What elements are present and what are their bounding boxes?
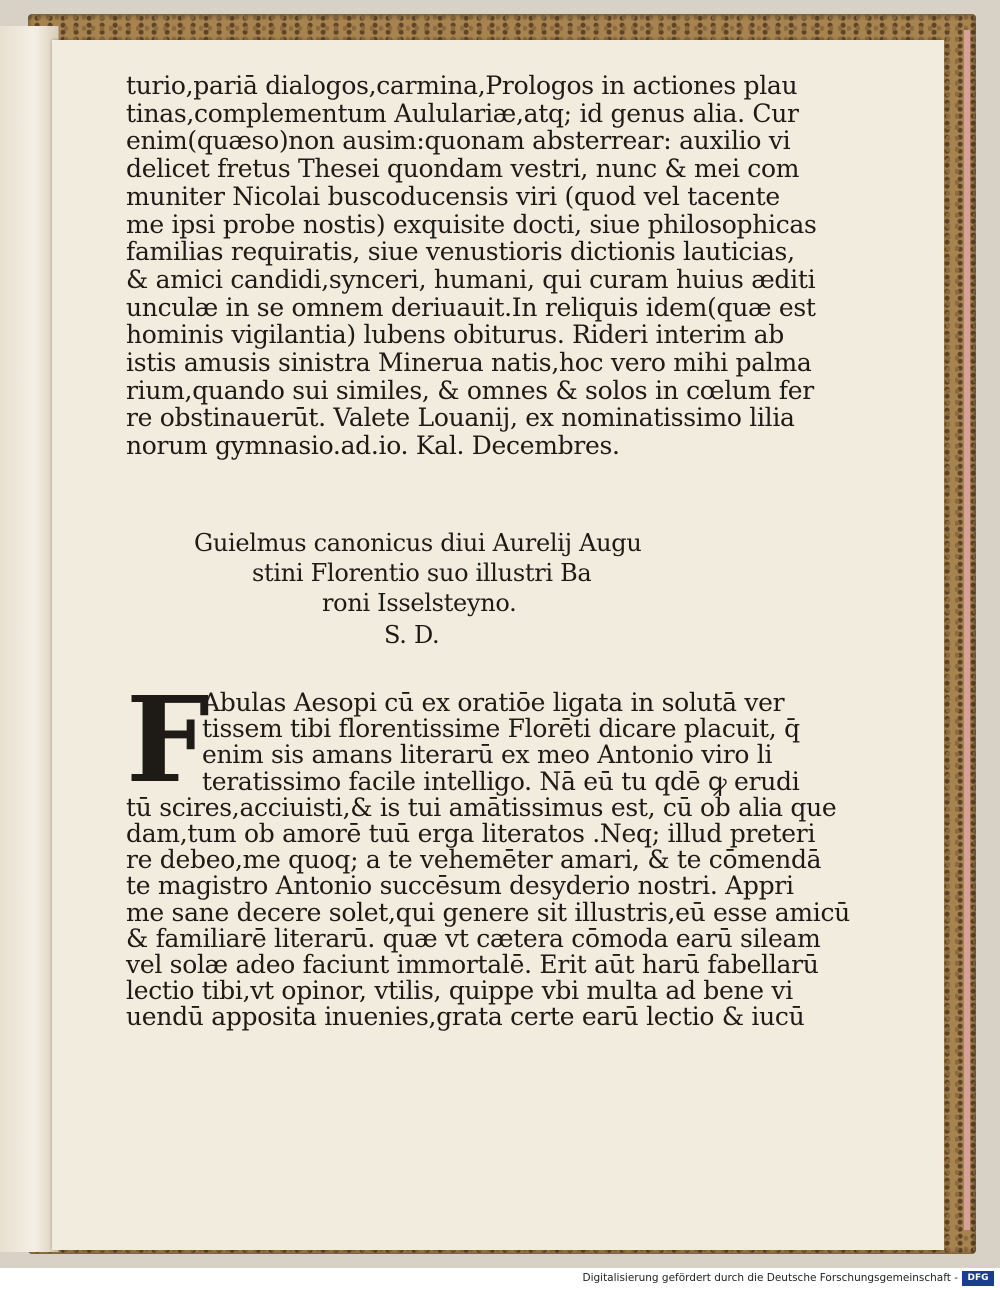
text-line: istis amusis sinistra Minerua natis,hoc vero mihi palma bbox=[126, 348, 812, 378]
text-line: turio,pariā dialogos,carmina,Prologos in actiones plau bbox=[126, 71, 798, 100]
text-line: tinas,complementum Aululariæ,atq; id genus alia. Cur bbox=[126, 98, 799, 128]
drop-cap-initial: F bbox=[126, 670, 210, 809]
text-block-letter bbox=[126, 670, 850, 1032]
text-line: tū scires,acciuisti,& is tui amātissimus est, cū ob alia que bbox=[126, 792, 837, 822]
previous-page-edge bbox=[0, 26, 59, 1252]
text-line: norum gymnasio.ad.io. Kal. Decembres. bbox=[126, 431, 620, 461]
text-line: rium,quando sui similes, & omnes & solos in cœlum fer bbox=[126, 375, 814, 405]
text-line: Abulas Aesopi cū ex oratiōe ligata in solutā ver bbox=[202, 688, 785, 717]
dfg-logo: DFG bbox=[962, 1271, 994, 1286]
text-line: vel solæ adeo faciunt immortalē. Erit aūt harū fabellarū bbox=[126, 950, 819, 980]
letter-heading bbox=[194, 528, 754, 650]
text-line: re obstinauerūt. Valete Louanij, ex nominatissimo lilia bbox=[126, 403, 795, 433]
text-line: re debeo,me quoq; a te vehemēter amari, & te cōmendā bbox=[126, 845, 822, 875]
text-line: dam,tum ob amorē tuū erga literatos .Neq; illud preteri bbox=[126, 819, 816, 849]
attribution-bar bbox=[0, 1268, 1000, 1290]
text-line: unculæ in se omnem deriuauit.In reliquis idem(quæ est bbox=[126, 292, 816, 322]
heading-line: roni Isselsteyno. bbox=[322, 589, 517, 617]
text-line: lectio tibi,vt opinor, vtilis, quippe vbi multa ad bene vi bbox=[126, 976, 793, 1006]
text-line: me ipsi probe nostis) exquisite docti, siue philosophicas bbox=[126, 209, 817, 239]
text-line: muniter Nicolai buscoducensis viri (quod vel tacente bbox=[126, 181, 780, 211]
text-line: uendū apposita inuenies,grata certe earū lectio & iucū bbox=[126, 1002, 805, 1032]
heading-line: Guielmus canonicus diui Aurelij Augu bbox=[194, 529, 642, 557]
funding-notice: Digitalisierung gefördert durch die Deutsche Forschungsgemeinschaft - bbox=[582, 1272, 958, 1284]
text-line: familias requiratis, siue venustioris dictionis lauticias, bbox=[126, 237, 795, 267]
text-line: hominis vigilantia) lubens obiturus. Rideri interim ab bbox=[126, 320, 784, 350]
text-line: enim(quæso)non ausim:quonam absterrear: auxilio vi bbox=[126, 126, 791, 156]
text-line: teratissimo facile intelligo. Nā eū tu qdē ꝙ erudi bbox=[202, 766, 800, 796]
book-page bbox=[52, 40, 944, 1250]
text-block-top bbox=[126, 71, 817, 461]
text-line: enim sis amans literarū ex meo Antonio viro li bbox=[202, 740, 773, 770]
text-line: me sane decere solet,qui genere sit illustris,eū esse amicū bbox=[126, 897, 850, 927]
page-edge bbox=[964, 30, 970, 1230]
text-line: te magistro Antonio succēsum desyderio nostri. Appri bbox=[126, 871, 794, 901]
text-line: tissem tibi florentissime Florēti dicare placuit, q̄ bbox=[202, 714, 800, 744]
text-line: delicet fretus Thesei quondam vestri, nunc & mei com bbox=[126, 154, 800, 184]
salutation: S. D. bbox=[384, 621, 440, 649]
text-line: & amici candidi,synceri, humani, qui curam huius æditi bbox=[126, 264, 816, 294]
text-line: & familiarē literarū. quæ vt cætera cōmoda earū sileam bbox=[126, 923, 821, 953]
heading-line: stini Florentio suo illustri Ba bbox=[252, 559, 592, 587]
